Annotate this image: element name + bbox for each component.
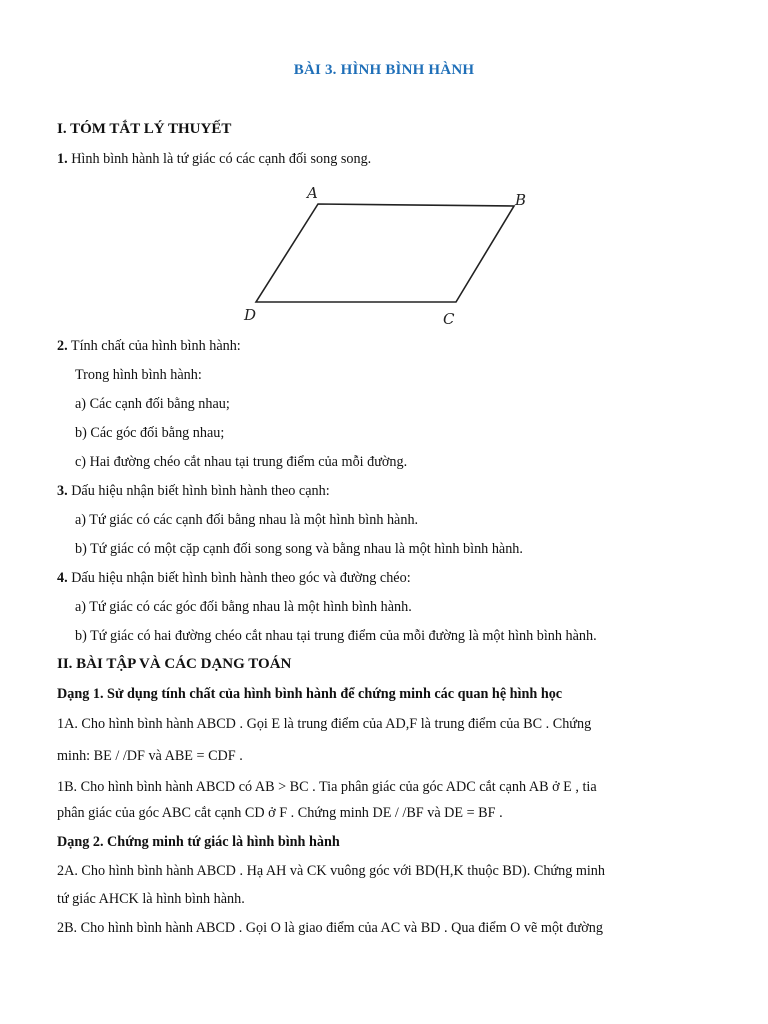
theory-item-2b: b) Các góc đối bằng nhau; <box>75 425 225 441</box>
exercise-1b-line-1: 1B. Cho hình bình hành ABCD có AB > BC . Tia phân giác của góc ADC cắt cạnh AB ở E , tia <box>57 779 597 795</box>
theory-item-2c: c) Hai đường chéo cắt nhau tại trung điểm của mỗi đường. <box>75 454 408 470</box>
item-number: 3. <box>57 483 68 499</box>
problem-type-1-heading: Dạng 1. Sử dụng tính chất của hình bình hành để chứng minh các quan hệ hình học <box>57 686 563 702</box>
vertex-label-a: A <box>307 184 318 202</box>
theory-item-3b: b) Tứ giác có một cặp cạnh đối song song và bằng nhau là một hình bình hành. <box>75 541 523 557</box>
exercise-1a-line-1: 1A. Cho hình bình hành ABCD . Gọi E là trung điểm của AD,F là trung điểm của BC . Chứng <box>57 716 592 732</box>
section-2-heading: II. BÀI TẬP VÀ CÁC DẠNG TOÁN <box>57 656 292 672</box>
exercise-1a-line-2: minh: BE / /DF và ABE = CDF . <box>57 748 243 764</box>
item-text: Dấu hiệu nhận biết hình bình hành theo góc và đường chéo: <box>67 570 411 586</box>
exercise-2a-line-1: 2A. Cho hình bình hành ABCD . Hạ AH và CK vuông góc với BD(H,K thuộc BD). Chứng minh <box>57 863 605 879</box>
item-number: 2. <box>57 338 68 354</box>
theory-item-3 <box>57 483 330 500</box>
theory-item-4a: a) Tứ giác có các góc đối bằng nhau là một hình bình hành. <box>75 599 412 615</box>
theory-item-2 <box>57 338 241 355</box>
item-text: Hình bình hành là tứ giác có các cạnh đối song song. <box>67 151 372 167</box>
vertex-label-d: D <box>244 306 257 324</box>
problem-type-2-heading: Dạng 2. Chứng minh tứ giác là hình bình hành <box>57 834 340 850</box>
exercise-2b-line-1: 2B. Cho hình bình hành ABCD . Gọi O là giao điểm của AC và BD . Qua điểm O vẽ một đường <box>57 920 603 936</box>
section-1-heading: I. TÓM TẮT LÝ THUYẾT <box>57 121 232 137</box>
exercise-1b-line-2: phân giác của góc ABC cắt cạnh CD ở F . Chứng minh DE / /BF và DE = BF . <box>57 805 503 821</box>
item-text: Tính chất của hình bình hành: <box>67 338 241 354</box>
theory-item-4 <box>57 570 411 587</box>
item-text: Dấu hiệu nhận biết hình bình hành theo cạnh: <box>67 483 330 499</box>
vertex-label-c: C <box>443 310 455 328</box>
page-title: BÀI 3. HÌNH BÌNH HÀNH <box>293 62 475 78</box>
item-number: 1. <box>57 151 68 167</box>
theory-item-1 <box>57 151 371 168</box>
theory-item-3a: a) Tứ giác có các cạnh đối bằng nhau là một hình bình hành. <box>75 512 419 528</box>
theory-item-2a: a) Các cạnh đối bằng nhau; <box>75 396 230 412</box>
theory-item-2-intro: Trong hình bình hành: <box>75 367 202 383</box>
theory-item-4b: b) Tứ giác có hai đường chéo cắt nhau tại trung điểm của mỗi đường là một hình bình hành. <box>75 628 597 644</box>
item-number: 4. <box>57 570 68 586</box>
vertex-label-b: B <box>515 191 527 209</box>
parallelogram-figure <box>238 178 538 328</box>
exercise-2a-line-2: tứ giác AHCK là hình bình hành. <box>57 891 245 907</box>
